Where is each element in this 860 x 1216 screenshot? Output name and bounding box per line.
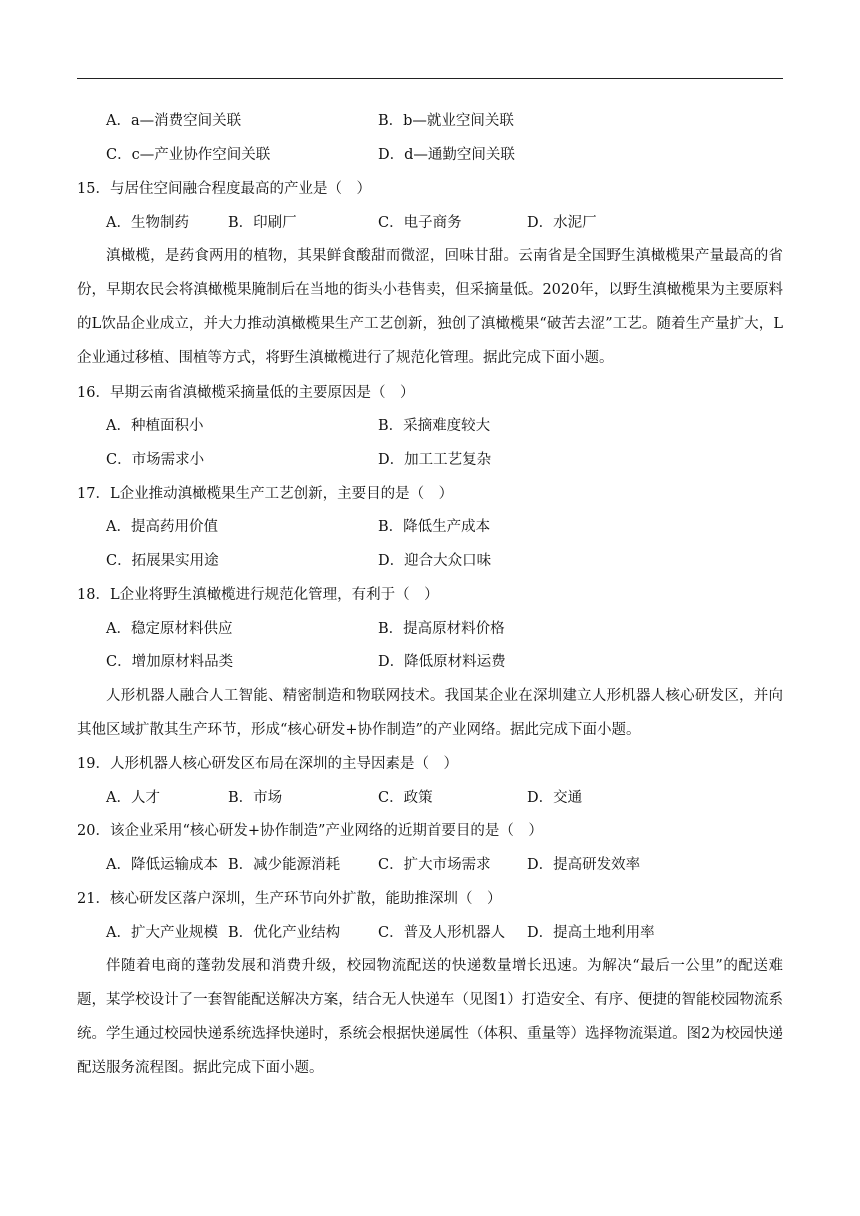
q17-stem: 17．L企业推动滇橄榄果生产工艺创新，主要目的是（ ） xyxy=(77,486,454,502)
q16-option-a[interactable]: A．种植面积小 xyxy=(106,418,204,434)
q21-stem: 21．核心研发区落户深圳，生产环节向外扩散，能助推深圳（ ） xyxy=(77,891,502,907)
q15-option-b[interactable]: B．印刷厂 xyxy=(228,215,297,231)
q19-option-d[interactable]: D．交通 xyxy=(527,790,583,806)
q16-option-d[interactable]: D．加工工艺复杂 xyxy=(378,452,492,468)
q17-option-b[interactable]: B．降低生产成本 xyxy=(378,519,491,535)
q17-option-a[interactable]: A．提高药用价值 xyxy=(106,519,218,535)
header-rule xyxy=(77,78,783,79)
q15-option-d[interactable]: D．水泥厂 xyxy=(527,215,597,231)
q15-option-c[interactable]: C．电子商务 xyxy=(378,215,462,231)
q21-option-b[interactable]: B．优化产业结构 xyxy=(228,925,341,941)
q21-option-a[interactable]: A．扩大产业规模 xyxy=(106,925,218,941)
q16-option-b[interactable]: B．采摘难度较大 xyxy=(378,418,491,434)
q14-option-c[interactable]: C．c—产业协作空间关联 xyxy=(106,147,271,163)
q17-option-d[interactable]: D．迎合大众口味 xyxy=(378,553,492,569)
q21-option-c[interactable]: C．普及人形机器人 xyxy=(378,925,506,941)
passage-robot: 人形机器人融合人工智能、精密制造和物联网技术。我国某企业在深圳建立人形机器人核心研发区，并向其他区域扩散其生产环节，形成“核心研发+协作制造”的产业网络。据此完成下面小题。 xyxy=(77,688,783,738)
q20-stem: 20．该企业采用“核心研发+协作制造”产业网络的近期首要目的是（ ） xyxy=(77,823,543,839)
q15-stem: 15．与居住空间融合程度最高的产业是（ ） xyxy=(77,181,371,197)
q19-option-c[interactable]: C．政策 xyxy=(378,790,433,806)
q14-option-d[interactable]: D．d—通勤空间关联 xyxy=(378,147,515,163)
q18-stem: 18．L企业将野生滇橄榄进行规范化管理，有利于（ ） xyxy=(77,587,439,603)
q16-option-c[interactable]: C．市场需求小 xyxy=(106,452,205,468)
q20-option-c[interactable]: C．扩大市场需求 xyxy=(378,857,491,873)
q21-option-d[interactable]: D．提高土地利用率 xyxy=(527,925,655,941)
q14-option-a[interactable]: A．a—消费空间关联 xyxy=(106,113,242,129)
q17-option-c[interactable]: C．拓展果实用途 xyxy=(106,553,219,569)
q19-stem: 19．人形机器人核心研发区布局在深圳的主导因素是（ ） xyxy=(77,756,458,772)
q20-option-a[interactable]: A．降低运输成本 xyxy=(106,857,218,873)
q20-option-d[interactable]: D．提高研发效率 xyxy=(527,857,641,873)
q18-option-d[interactable]: D．降低原材料运费 xyxy=(378,654,506,670)
q18-option-c[interactable]: C．增加原材料品类 xyxy=(106,654,234,670)
q20-option-b[interactable]: B．减少能源消耗 xyxy=(228,857,341,873)
q14-option-b[interactable]: B．b—就业空间关联 xyxy=(378,113,514,129)
q19-option-b[interactable]: B．市场 xyxy=(228,790,283,806)
q19-option-a[interactable]: A．人才 xyxy=(106,790,160,806)
passage-delivery: 伴随着电商的蓬勃发展和消费升级，校园物流配送的快递数量增长迅速。为解决“最后一公里”的配送难题，某学校设计了一套智能配送解决方案，结合无人快递车（见图1）打造安全、有序、便捷的智能校园物流系统。学生通过校园快递系统选择快递时，系统会根据快递属性（体积、重量等）选择物流渠道。图2为校园快递配送服务流程图。据此完成下面小题。 xyxy=(77,958,783,1076)
q15-option-a[interactable]: A．生物制药 xyxy=(106,215,189,231)
q16-stem: 16．早期云南省滇橄榄采摘量低的主要原因是（ ） xyxy=(77,385,415,401)
q18-option-b[interactable]: B．提高原材料价格 xyxy=(378,621,505,637)
passage-olive: 滇橄榄，是药食两用的植物，其果鲜食酸甜而微涩，回味甘甜。云南省是全国野生滇橄榄果产量最高的省份，早期农民会将滇橄榄果腌制后在当地的街头小巷售卖，但采摘量低。2020年，以野生滇橄榄果为主要原料的L饮品企业成立，并大力推动滇橄榄果生产工艺创新，独创了滇橄榄果“破苦去涩”工艺。随着生产量扩大，L企业通过移植、围植等方式，将野生滇橄榄进行了规范化管理。据此完成下面小题。 xyxy=(77,248,783,366)
q18-option-a[interactable]: A．稳定原材料供应 xyxy=(106,621,233,637)
